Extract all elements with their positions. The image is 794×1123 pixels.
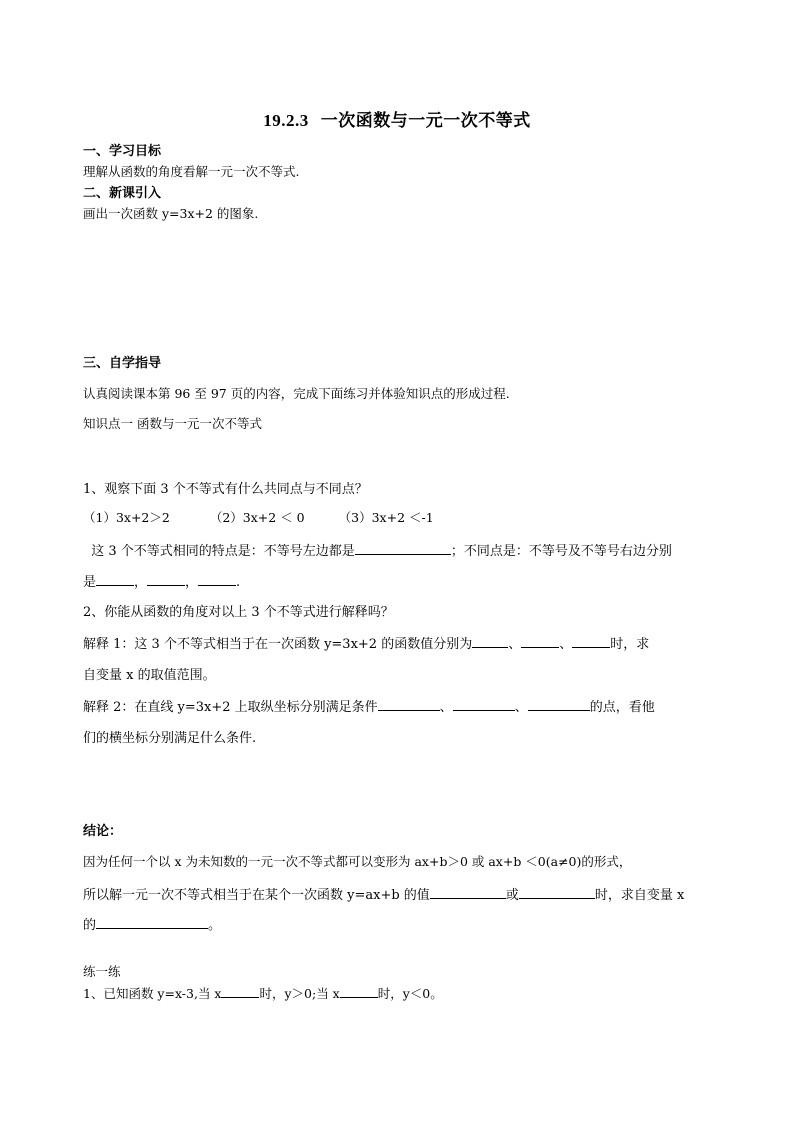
section-1-text: 理解从函数的角度看解一元一次不等式. xyxy=(83,164,300,179)
section-3-heading: 三、自学指导 xyxy=(83,356,162,371)
conclusion-line-1: 因为任何一个以 x 为未知数的一元一次不等式都可以变形为 ax+b＞0 或 ax+b ＜0(a≠0)的形式， xyxy=(83,854,632,869)
section-2-text: 画出一次函数 y=3x+2 的图象. xyxy=(83,206,259,221)
document-title xyxy=(0,106,794,131)
knowledge-point-1: 知识点一 函数与一元一次不等式 xyxy=(83,416,262,431)
question-1-line-b: 是 ， ， . xyxy=(83,571,240,590)
inequalities-row xyxy=(83,508,434,526)
blank-value-2[interactable] xyxy=(521,634,559,648)
blank-practice-1[interactable] xyxy=(221,984,259,998)
conclusion-line-2: 所以解一元一次不等式相当于在某个一次函数 y=ax+b 的值 或 时，求自变量 x xyxy=(83,884,684,903)
section-3-intro: 认真阅读课本第 96 至 97 页的内容，完成下面练习并体验知识点的形成过程. xyxy=(83,386,510,401)
question-2-prompt: 2、你能从函数的角度对以上 3 个不等式进行解释吗？ xyxy=(83,605,394,620)
question-1-prompt: 1、观察下面 3 个不等式有什么共同点与不同点？ xyxy=(83,482,368,497)
blank-value-3[interactable] xyxy=(572,634,610,648)
title-text: 一次函数与一元一次不等式 xyxy=(320,111,531,131)
blank-diff-2[interactable] xyxy=(147,572,185,586)
blank-condition-3[interactable] xyxy=(528,697,590,711)
practice-heading: 练一练 xyxy=(83,964,121,979)
inequality-2: （2）3x+2 ＜ 0 xyxy=(209,510,305,525)
title-number: 19.2.3 xyxy=(263,111,309,130)
blank-diff-1[interactable] xyxy=(96,572,134,586)
blank-diff-3[interactable] xyxy=(198,572,236,586)
blank-value-positive[interactable] xyxy=(430,885,506,899)
blank-x-range[interactable] xyxy=(96,915,208,929)
explanation-2: 解释 2：在直线 y=3x+2 上取纵坐标分别满足条件 、 、 的点，看他 xyxy=(83,696,655,715)
blank-value-1[interactable] xyxy=(472,634,508,648)
practice-question-1: 1、已知函数 y=x-3,当 x 时，y＞0;当 x 时，y＜0。 xyxy=(83,986,443,1001)
inequality-1: （1）3x+2＞2 xyxy=(83,510,170,525)
blank-condition-1[interactable] xyxy=(378,697,440,711)
blank-practice-2[interactable] xyxy=(340,984,378,998)
inequality-3: （3）3x+2 ＜-1 xyxy=(338,510,434,525)
blank-condition-2[interactable] xyxy=(453,697,515,711)
blank-value-negative[interactable] xyxy=(519,885,595,899)
section-2-heading: 二、新课引入 xyxy=(83,186,162,201)
question-1-line-a: 这 3 个不等式相同的特点是：不等号左边都是 ；不同点是：不等号及不等号右边分别 xyxy=(83,540,672,559)
conclusion-line-3: 的 。 xyxy=(83,914,221,933)
conclusion-heading: 结论： xyxy=(83,824,123,839)
explanation-1: 解释 1：这 3 个不等式相当于在一次函数 y=3x+2 的函数值分别为 、 、 时，求 xyxy=(83,633,649,652)
blank-common-left[interactable] xyxy=(355,541,451,555)
explanation-1-line-2: 自变量 x 的取值范围。 xyxy=(83,668,216,683)
explanation-2-line-2: 们的横坐标分别满足什么条件. xyxy=(83,731,257,746)
section-1-heading: 一、学习目标 xyxy=(83,144,162,159)
